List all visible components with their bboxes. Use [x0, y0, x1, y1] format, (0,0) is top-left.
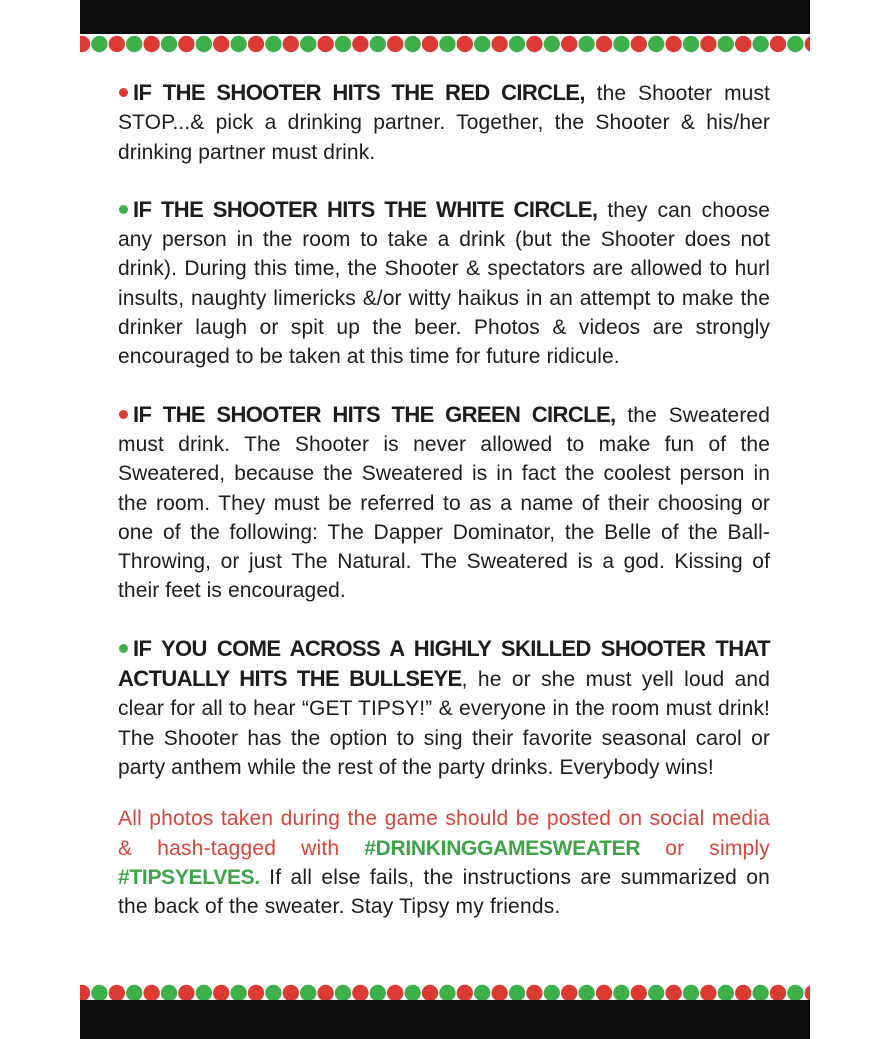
border-dot: [143, 36, 159, 52]
border-dot: [752, 36, 768, 52]
border-dot: [787, 985, 803, 1001]
border-dot: [805, 36, 810, 52]
border-dot: [230, 985, 246, 1001]
border-dot: [335, 36, 351, 52]
border-dot: [404, 36, 420, 52]
border-dot: [143, 985, 159, 1001]
border-dot: [544, 985, 560, 1001]
closing-note: [118, 804, 770, 921]
border-dot: [317, 36, 333, 52]
border-dot: [544, 36, 560, 52]
border-dot: [718, 36, 734, 52]
border-dot: [422, 985, 438, 1001]
border-dot: [80, 36, 90, 52]
border-dot: [683, 985, 699, 1001]
border-dot: [491, 985, 507, 1001]
rule-lead: IF YOU COME ACROSS A HIGHLY SKILLED SHOOTER THAT ACTUALLY HITS THE BULLSEYE: [118, 635, 770, 692]
red-bullet-icon: [119, 88, 128, 97]
border-dot: [196, 985, 212, 1001]
border-dot: [770, 985, 786, 1001]
border-dot: [561, 36, 577, 52]
border-dot: [126, 985, 142, 1001]
border-dot: [787, 36, 803, 52]
border-dot: [509, 36, 525, 52]
border-dot: [265, 36, 281, 52]
rule-body: the Sweatered must drink. The Shooter is never allowed to make fun of the Sweatered, because the Sweatered is in fact the coolest person in the room. They must be referred to as a name of their choosing or one of the following: The Dapper Dominator, the Belle of the Ball-Throwing, or just The Natural. The Sweatered is a god. Kissing of their feet is encouraged.: [118, 403, 770, 603]
border-dot: [370, 985, 386, 1001]
border-dot: [665, 36, 681, 52]
border-dot: [248, 36, 264, 52]
rule-lead: IF THE SHOOTER HITS THE RED CIRCLE,: [133, 80, 585, 105]
border-dot: [474, 985, 490, 1001]
bottom-black-band: [80, 1000, 810, 1039]
border-dot: [805, 985, 810, 1001]
border-dot: [665, 985, 681, 1001]
border-dot: [700, 985, 716, 1001]
border-dot: [718, 985, 734, 1001]
border-dot: [491, 36, 507, 52]
rule-red-circle: [118, 78, 770, 167]
border-dot: [283, 985, 299, 1001]
instruction-card: [80, 0, 810, 1039]
rule-body: the Shooter must STOP...& pick a drinking partner. Together, the Shooter & his/her drinking partner must drink.: [118, 82, 770, 164]
border-dot: [457, 36, 473, 52]
hashtag-tipsy-elves: #TIPSYELVES.: [118, 865, 260, 889]
border-dot: [422, 36, 438, 52]
top-dot-border: [80, 33, 810, 55]
rule-bullseye: [118, 634, 770, 782]
border-dot: [683, 36, 699, 52]
border-dot: [91, 985, 107, 1001]
top-dot-border-svg: [80, 33, 810, 55]
border-dot: [578, 36, 594, 52]
border-dot: [613, 985, 629, 1001]
red-bullet-icon: [119, 410, 128, 419]
border-dot: [439, 36, 455, 52]
border-dot: [648, 36, 664, 52]
border-dot: [265, 985, 281, 1001]
rule-white-circle: [118, 195, 770, 372]
border-dot: [631, 985, 647, 1001]
border-dot: [161, 36, 177, 52]
border-dot: [631, 36, 647, 52]
border-dot: [735, 985, 751, 1001]
border-dot: [404, 985, 420, 1001]
border-dot: [230, 36, 246, 52]
border-dot: [752, 985, 768, 1001]
border-dot: [109, 985, 125, 1001]
closing-text: If all else fails, the instructions are summarized on the back of the sweater. Stay Tipsy my friends.: [118, 865, 770, 919]
border-dot: [213, 36, 229, 52]
border-dot: [283, 36, 299, 52]
border-dot: [248, 985, 264, 1001]
border-dot: [387, 985, 403, 1001]
border-dot: [613, 36, 629, 52]
border-dot: [596, 36, 612, 52]
border-dot: [109, 36, 125, 52]
border-dot: [561, 985, 577, 1001]
rule-body: , he or she must yell loud and clear for all to hear “GET TIPSY!” & everyone in the room must drink! The Shooter has the option to sing their favorite seasonal carol or party anthem while the rest of the party drinks. Everybody wins!: [118, 668, 770, 779]
border-dot: [596, 985, 612, 1001]
rule-lead: IF THE SHOOTER HITS THE WHITE CIRCLE,: [133, 196, 598, 222]
border-dot: [91, 36, 107, 52]
border-dot: [648, 985, 664, 1001]
hashtag-drinking-game-sweater: #DRINKINGGAMESWEATER: [364, 836, 641, 860]
border-dot: [439, 985, 455, 1001]
rule-green-circle: [118, 400, 770, 606]
border-dot: [335, 985, 351, 1001]
border-dot: [213, 985, 229, 1001]
border-dot: [352, 985, 368, 1001]
top-black-band: [80, 0, 810, 34]
border-dot: [509, 985, 525, 1001]
border-dot: [700, 36, 716, 52]
closing-text: All photos taken during the game should be posted on social media & hash-tagged with: [118, 807, 770, 860]
border-dot: [457, 985, 473, 1001]
border-dot: [474, 36, 490, 52]
rule-lead: IF THE SHOOTER HITS THE GREEN CIRCLE,: [133, 401, 616, 427]
border-dot: [770, 36, 786, 52]
border-dot: [526, 985, 542, 1001]
rule-body: they can choose any person in the room to take a drink (but the Shooter does not drink). During this time, the Shooter & spectators are allowed to hurl insults, naughty limericks &/or witty haikus in an attempt to make the drinker laugh or spit up the beer. Photos & videos are strongly encouraged to be taken at this time for future ridicule.: [118, 198, 770, 369]
green-bullet-icon: [119, 205, 128, 214]
border-dot: [735, 36, 751, 52]
border-dot: [526, 36, 542, 52]
border-dot: [352, 36, 368, 52]
border-dot: [178, 985, 194, 1001]
border-dot: [300, 985, 316, 1001]
border-dot: [161, 985, 177, 1001]
border-dot: [178, 36, 194, 52]
border-dot: [126, 36, 142, 52]
border-dot: [578, 985, 594, 1001]
border-dot: [370, 36, 386, 52]
border-dot: [300, 36, 316, 52]
border-dot: [387, 36, 403, 52]
border-dot: [80, 985, 90, 1001]
border-dot: [196, 36, 212, 52]
green-bullet-icon: [119, 644, 128, 653]
border-dot: [317, 985, 333, 1001]
closing-text: or simply: [640, 836, 770, 860]
rules-text: [118, 78, 770, 921]
